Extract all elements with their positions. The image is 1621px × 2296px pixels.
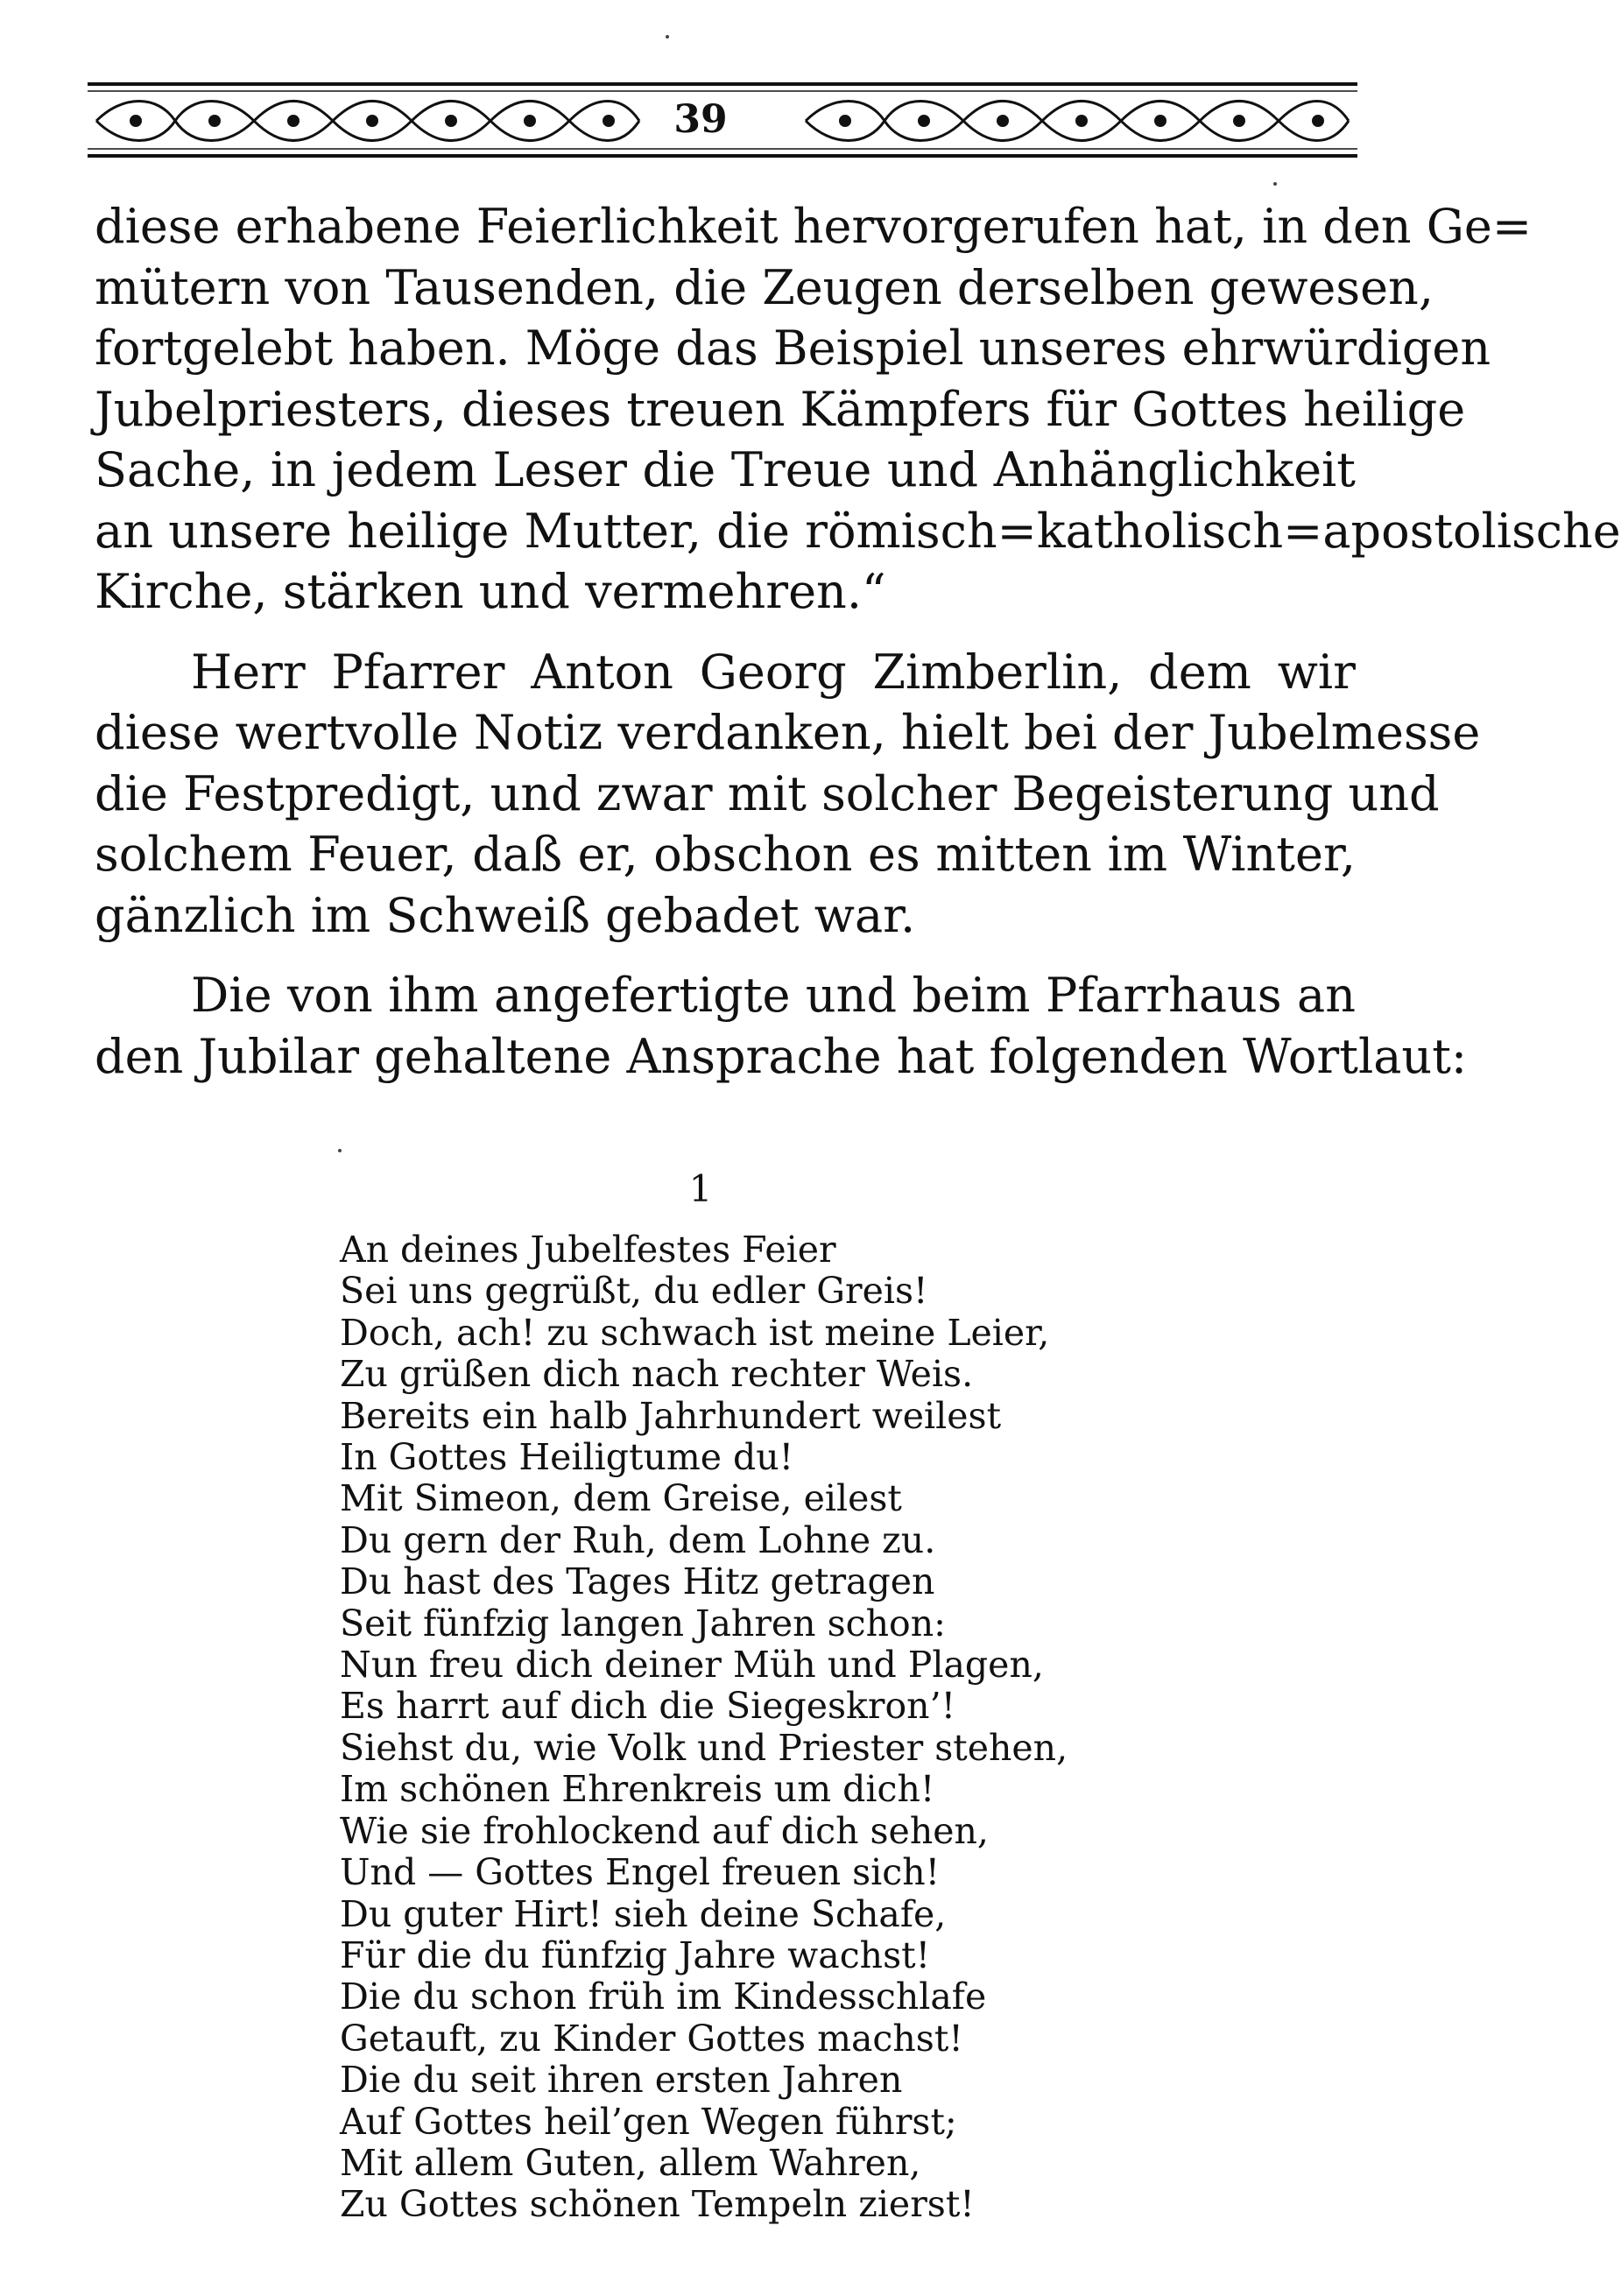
- prose-body: [95, 196, 1621, 1087]
- text-line: solchem Feuer, daß er, obschon es mitten im Winter,: [95, 827, 1356, 882]
- poem-verse: Wie sie frohlockend auf dich sehen,: [340, 1809, 989, 1852]
- poem-verse: Mit Simeon, dem Greise, eilest: [340, 1477, 902, 1520]
- poem-verse: Die du seit ihren ersten Jahren: [340, 2059, 903, 2102]
- poem-verse: Und — Gottes Engel freuen sich!: [340, 1851, 941, 1894]
- poem-verse: Getauft, zu Kinder Gottes machst!: [340, 2017, 963, 2060]
- poem-verse: An deines Jubelfestes Feier: [340, 1229, 836, 1271]
- text-line: fortgelebt haben. Möge das Beispiel unseres ehrwürdigen: [95, 320, 1491, 376]
- scan-speck: [338, 1149, 342, 1152]
- poem-verse: Du hast des Tages Hitz getragen: [340, 1560, 935, 1603]
- poem-verse: Für die du fünfzig Jahre wachst!: [340, 1933, 931, 1976]
- text-line: an unsere heilige Mutter, die römisch=katholisch=apostolische: [95, 503, 1621, 559]
- poem-verse: Bereits ein halb Jahrhundert weilest: [340, 1394, 1002, 1437]
- poem: [340, 1229, 1128, 2226]
- poem-verse: Zu grüßen dich nach rechter Weis.: [340, 1353, 974, 1396]
- poem-verse: Doch, ach! zu schwach ist meine Leier,: [340, 1311, 1050, 1354]
- page-number: 39: [648, 98, 753, 142]
- text-line: diese wertvolle Notiz verdanken, hielt bei der Jubelmesse: [95, 705, 1481, 760]
- poem-verse: Es harrt auf dich die Siegeskron’!: [340, 1685, 956, 1728]
- text-line: die Festpredigt, und zwar mit solcher Begeisterung und: [95, 765, 1440, 821]
- scan-speck: [666, 35, 669, 39]
- poem-verse: Zu Gottes schönen Tempeln zierst!: [340, 2183, 975, 2226]
- poem-verse: Mit allem Guten, allem Wahren,: [340, 2141, 921, 2184]
- poem-verse: Du guter Hirt! sieh deine Schafe,: [340, 1892, 947, 1935]
- text-line: mütern von Tausenden, die Zeugen derselben gewesen,: [95, 259, 1434, 315]
- paragraph-2: [95, 642, 1481, 947]
- text-line: diese erhabene Feierlichkeit hervorgerufen hat, in den Ge=: [95, 199, 1533, 254]
- scan-speck: [1273, 182, 1277, 186]
- text-line: Herr Pfarrer Anton Georg Zimberlin, dem wir: [191, 644, 1356, 700]
- poem-verse: Sei uns gegrüßt, du edler Greis!: [340, 1270, 928, 1313]
- poem-verse: In Gottes Heiligtume du!: [340, 1436, 794, 1479]
- poem-verse: Seit fünfzig langen Jahren schon:: [340, 1602, 946, 1645]
- poem-verse: Du gern der Ruh, dem Lohne zu.: [340, 1518, 936, 1561]
- paragraph-1: [95, 196, 1621, 623]
- poem-number: 1: [688, 1167, 713, 1210]
- poem-verse: Im schönen Ehrenkreis um dich!: [340, 1768, 935, 1811]
- poem-verse: Siehst du, wie Volk und Priester stehen,: [340, 1726, 1068, 1769]
- text-line: Sache, in jedem Leser die Treue und Anhänglichkeit: [95, 442, 1356, 497]
- text-line: Kirche, stärken und vermehren.“: [95, 564, 886, 619]
- text-line: den Jubilar gehaltene Ansprache hat folgenden Wortlaut:: [95, 1028, 1468, 1084]
- poem-verse: Die du schon früh im Kindesschlafe: [340, 1976, 987, 2018]
- text-line: Die von ihm angefertigte und beim Pfarrhaus an: [191, 968, 1356, 1023]
- paragraph-3: [95, 965, 1468, 1087]
- poem-verse: Auf Gottes heil’gen Wegen führst;: [340, 2100, 957, 2143]
- poem-verse: Nun freu dich deiner Müh und Plagen,: [340, 1644, 1044, 1687]
- text-line: Jubelpriesters, dieses treuen Kämpfers für Gottes heilige: [95, 381, 1466, 437]
- text-line: gänzlich im Schweiß gebadet war.: [95, 887, 916, 943]
